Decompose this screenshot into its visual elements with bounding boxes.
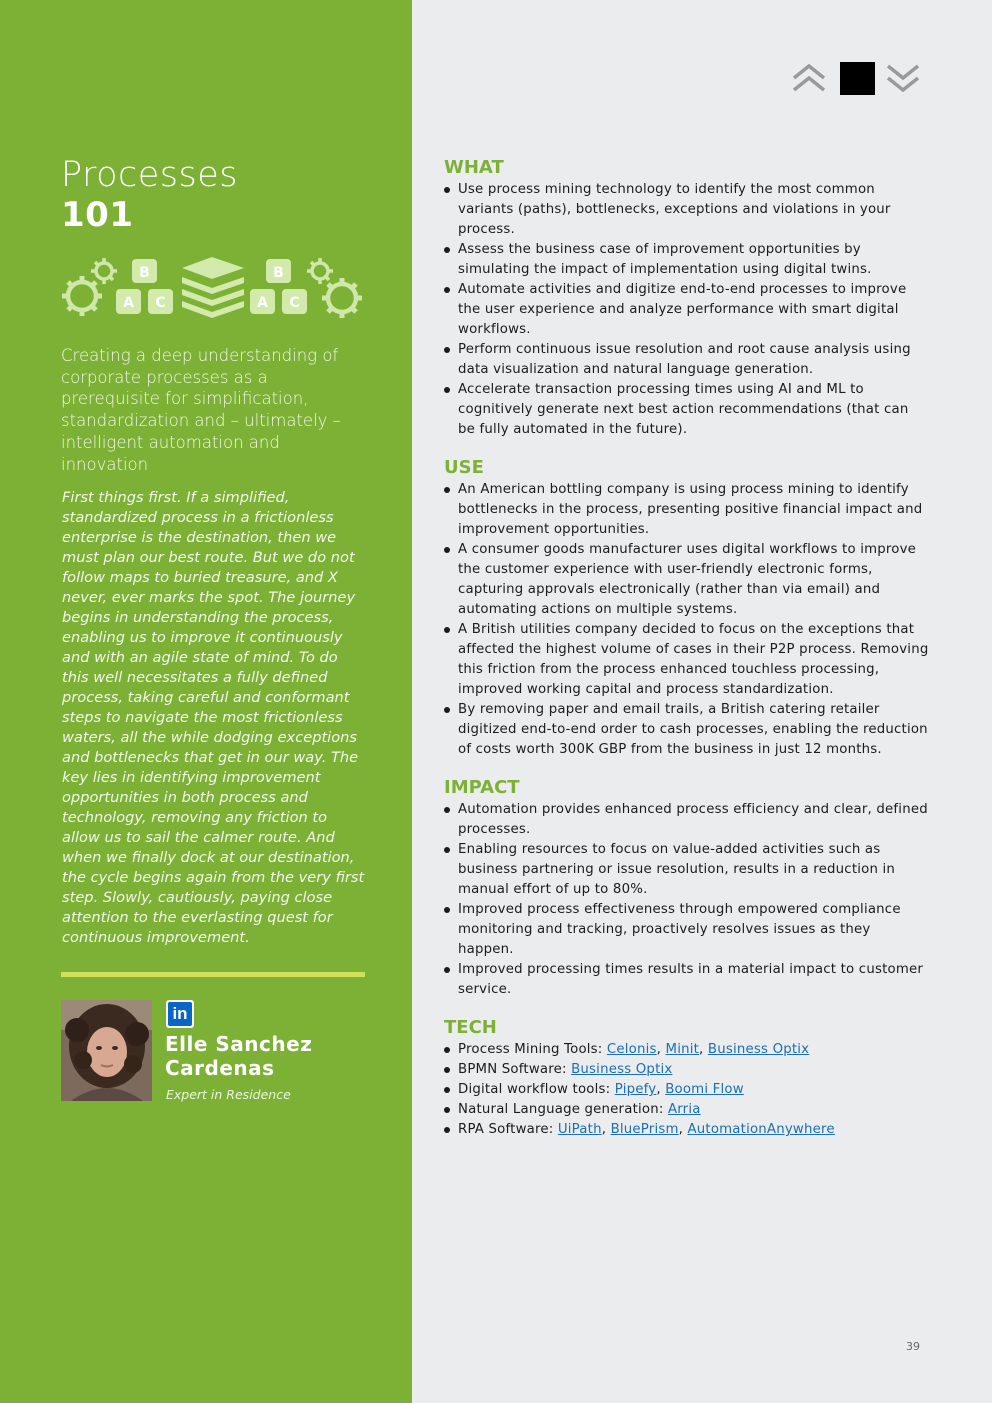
tech-label: RPA Software: — [458, 1122, 558, 1137]
use-list — [444, 480, 929, 760]
tech-list — [444, 1040, 929, 1140]
link-business-optix[interactable]: Business Optix — [707, 1042, 810, 1057]
next-page-chevron-down-icon[interactable] — [886, 62, 920, 94]
section-what — [444, 156, 929, 440]
person-role: Expert in Residence — [166, 1087, 291, 1102]
section-heading-use: USE — [444, 457, 484, 478]
link-uipath[interactable]: UiPath — [557, 1122, 602, 1137]
books-stack-icon — [182, 257, 244, 318]
block-letter-a-right: A — [257, 295, 268, 311]
block-letter-c-right: C — [289, 295, 300, 311]
linkedin-logo: in — [168, 1002, 192, 1026]
list-item: Accelerate transaction processing times using AI and ML to cognitively generate next best action recommendations (that can be fully automated in the future). — [444, 380, 929, 440]
list-item: Enabling resources to focus on value-added activities such as business partnering or issue resolution, results in a reduction in manual effort of up to 80%. — [444, 840, 929, 900]
tech-label: Natural Language generation: — [458, 1102, 668, 1117]
block-letter-b-right: B — [273, 265, 284, 281]
lead-paragraph: Creating a deep understanding of corporate processes as a prerequisite for simplification, standardization and – ultimately – intelligent automation and innovation — [61, 346, 341, 474]
list-item: Automation provides enhanced process efficiency and clear, defined processes. — [444, 800, 929, 840]
link-arria[interactable]: Arria — [667, 1102, 701, 1117]
link-business-optix-bpmn[interactable]: Business Optix — [571, 1062, 673, 1077]
list-item: A British utilities company decided to focus on the exceptions that affected the highest volume of cases in their P2P process. Removing this friction from the process enhanced touchless processing, improved working capital and process standardization. — [444, 620, 929, 700]
list-item: Use process mining technology to identify the most common variants (paths), bottlenecks, exceptions and violations in your process. — [444, 180, 929, 240]
list-item: Automate activities and digitize end-to-end processes to improve the user experience and analyze performance with smart digital workflows. — [444, 280, 929, 340]
what-list — [444, 180, 929, 440]
link-blueprism[interactable]: BluePrism — [610, 1122, 679, 1137]
block-letter-a-left: A — [123, 295, 134, 311]
list-item: RPA Software: UiPath, BluePrism, AutomationAnywhere — [444, 1120, 929, 1140]
tech-label: BPMN Software: — [458, 1062, 572, 1077]
list-item — [444, 1100, 929, 1120]
left-panel — [0, 0, 412, 1403]
list-item — [444, 1060, 929, 1080]
previous-page-chevron-up-icon[interactable] — [792, 62, 826, 94]
list-item: Assess the business case of improvement opportunities by simulating the impact of implementation using digital twins. — [444, 240, 929, 280]
avatar — [61, 1000, 152, 1101]
block-letter-b-left: B — [139, 265, 150, 281]
process-icons-illustration — [60, 254, 366, 322]
section-heading-what: WHAT — [444, 157, 504, 178]
person-name: Elle Sanchez Cardenas — [165, 1032, 313, 1080]
linkedin-icon[interactable] — [166, 1000, 194, 1028]
block-letter-c-left: C — [155, 295, 166, 311]
link-automationanywhere[interactable]: AutomationAnywhere — [687, 1122, 835, 1137]
gear-icon-right-small — [307, 258, 333, 284]
title-line1: Processes — [61, 155, 239, 195]
list-item: Perform continuous issue resolution and root cause analysis using data visualization and natural language generation. — [444, 340, 929, 380]
gear-icon-left-small — [91, 258, 117, 284]
story-paragraph: First things first. If a simplified, standardized process in a frictionless enterprise is the destination, then we must plan our best route. But we do not follow maps to buried treasure, and X never, ever marks the spot. The journey begins in understanding the process, enabling us to improve it continuously and with an agile state of mind. To do this well necessitates a fully defined process, taking careful and conformant steps to navigate the most frictionless waters, all the while dodging exceptions and bottlenecks that get in our way. The key lies in identifying improvement opportunities in both process and technology, removing any friction to allow us to sail the calmer route. And when we finally dock at our destination, the cycle begins again from the very first step. Slowly, cautiously, paying close attention to the everlasting quest for continuous improvement. — [62, 489, 365, 946]
section-heading-tech: TECH — [444, 1017, 497, 1038]
section-impact — [444, 776, 929, 1000]
home-square-button[interactable] — [840, 62, 875, 95]
title-line2: 101 — [61, 195, 134, 235]
section-tech — [444, 1016, 929, 1140]
list-item: Improved processing times results in a material impact to customer service. — [444, 960, 929, 1000]
list-item: Digital workflow tools: Pipefy, Boomi Flow — [444, 1080, 929, 1100]
list-item: An American bottling company is using process mining to identify bottlenecks in the process, presenting positive financial impact and improvement opportunities. — [444, 480, 929, 540]
list-item: A consumer goods manufacturer uses digital workflows to improve the customer experience with user-friendly electronic forms, capturing approvals electronically (rather than via email) and automating actions on multiple systems. — [444, 540, 929, 620]
gear-icon-right-large — [322, 278, 362, 318]
main-content — [444, 156, 929, 1156]
list-item: Improved process effectiveness through empowered compliance monitoring and tracking, proactively resolves issues as they happen. — [444, 900, 929, 960]
link-minit[interactable]: Minit — [665, 1042, 700, 1057]
link-celonis[interactable]: Celonis — [606, 1042, 657, 1057]
impact-list — [444, 800, 929, 1000]
link-boomi-flow[interactable]: Boomi Flow — [665, 1082, 744, 1097]
gear-icon-left-large — [62, 276, 102, 316]
section-use — [444, 456, 929, 760]
list-item: Process Mining Tools: Celonis, Minit, Business Optix — [444, 1040, 929, 1060]
list-item: By removing paper and email trails, a British catering retailer digitized end-to-end order to cash processes, enabling the reduction of costs worth 300K GBP from the business in just 12 months. — [444, 700, 929, 760]
avatar-portrait-icon — [61, 1000, 152, 1101]
link-pipefy[interactable]: Pipefy — [614, 1082, 657, 1097]
divider-bar — [61, 972, 365, 977]
tech-label: Digital workflow tools: — [458, 1082, 615, 1097]
section-heading-impact: IMPACT — [444, 777, 520, 798]
tech-label: Process Mining Tools: — [458, 1042, 607, 1057]
page-title — [61, 155, 238, 235]
page-number: 39 — [906, 1340, 920, 1353]
